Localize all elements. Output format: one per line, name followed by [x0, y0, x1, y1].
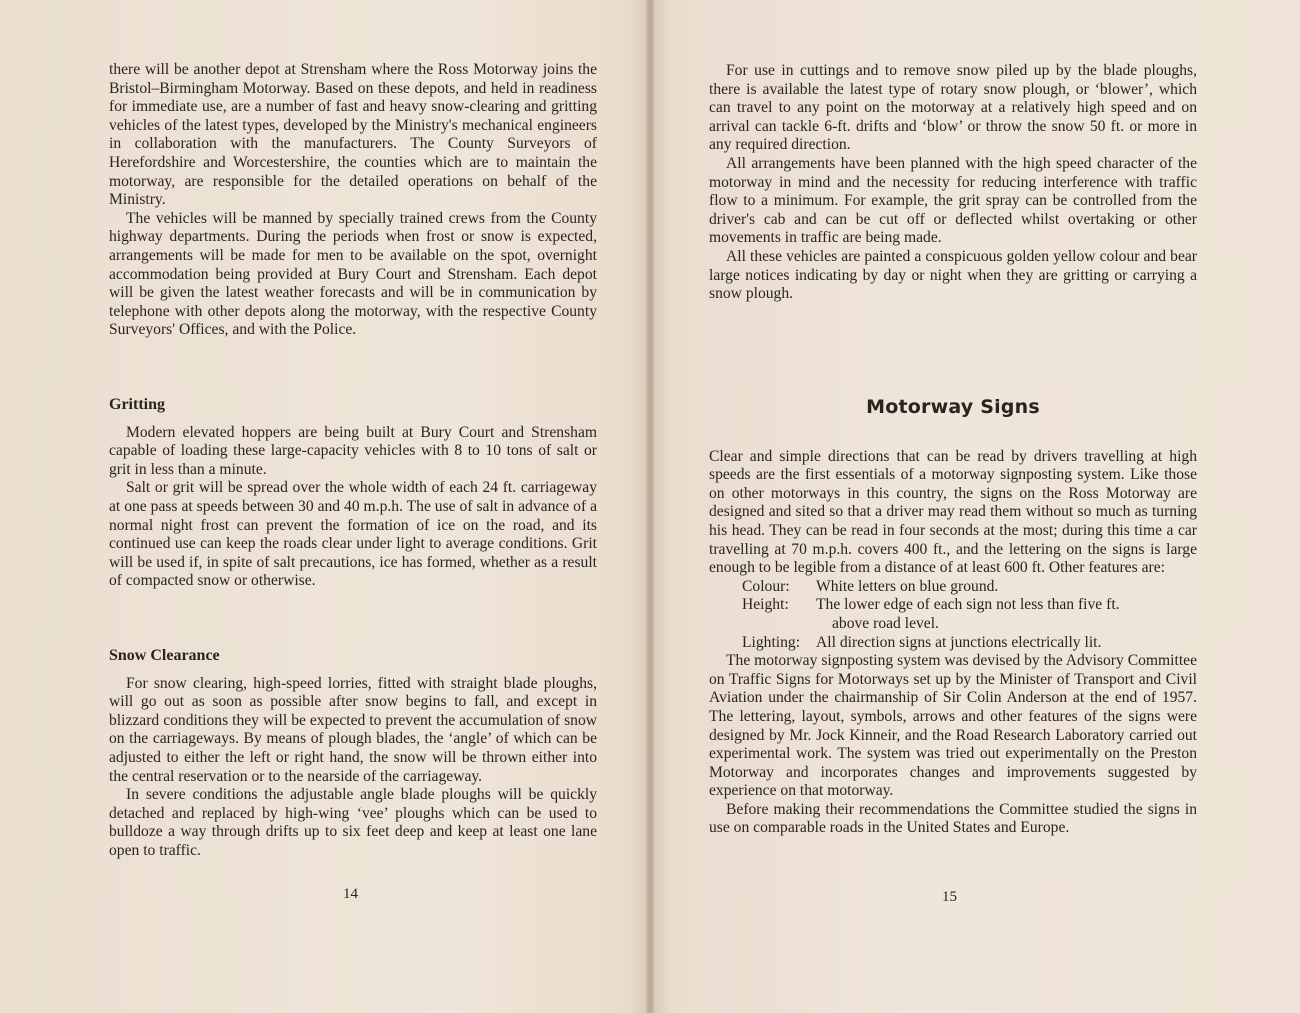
signs-paragraph: The motorway signposting system was devised by the Advisory Committee on Traffic Signs for Motorways set up by the Minister of Transport and Civil Aviation under the chairmanship of Sir Colin Anderson at the end of 1957. The lettering, layout, symbols, arrows and other features of the signs were designed by Mr. Jock Kinneir, and the Road Research Laboratory carried out experimental work. The system was tried out experimentally on the Preston Motorway and incorporates changes and improvements suggested by experience on that motorway.	[709, 652, 1197, 800]
right-paragraph: All these vehicles are painted a conspicuous golden yellow colour and bear large notices indicating by day or night when they are gritting or carrying a snow plough.	[709, 247, 1197, 303]
signs-lead-paragraph: Clear and simple directions that can be read by drivers travelling at high speeds are the first essentials of a motorway signposting system. Like those on other motorways in this country, the signs on the Ross Motorway are designed and sited so that a driver may read them without so much as turning his head. They can be read in four seconds at the most; during this time a car travelling at 70 m.p.h. covers 400 ft., and the lettering on the signs is large enough to be legible from a distance of at least 600 ft. Other features are:	[709, 447, 1197, 577]
right-intro-text	[709, 62, 1197, 304]
snow-paragraph: In severe conditions the adjustable angle blade ploughs will be quickly detached and replaced by high-wing ‘vee’ ploughs which can be used to bulldoze a way through drifts up to six feet deep and keep at least one lane open to traffic.	[109, 786, 597, 859]
page-number-left: 14	[343, 886, 358, 902]
left-paragraph: The vehicles will be manned by specially trained crews from the County highway departments. During the periods when frost or snow is expected, arrangements will be made for men to be available on the spot, overnight accommodation being provided at Bury Court and Strensham. Each depot will be given the latest weather forecasts and will be in communication by telephone with other depots along the motorway, with the respective County Surveyors' Offices, and with the Police.	[109, 209, 597, 339]
motorway-signs-heading: Motorway Signs	[866, 396, 1040, 418]
right-paragraph: For use in cuttings and to remove snow piled up by the blade ploughs, there is available the latest type of rotary snow plough, or ‘blower’, which can travel to any point on the motorway at a relatively high speed and on arrival can tackle 6-ft. drifts and ‘blow’ or throw the snow 50 ft. or more in any required direction.	[709, 62, 1197, 154]
left-intro-text	[109, 61, 597, 340]
feature-lighting	[742, 634, 1197, 653]
feature-value: The lower edge of each sign not less than five ft.	[816, 596, 1120, 614]
feature-colour	[742, 578, 1197, 597]
page-number-right: 15	[942, 889, 957, 905]
snow-clearance-heading: Snow Clearance	[109, 647, 220, 664]
feature-key: Lighting:	[742, 633, 801, 651]
left-paragraph: there will be another depot at Strensham where the Ross Motorway joins the Bristol–Birmingham Motorway. Based on these depots, and held in readiness for immediate use, are a number of fast and heavy snow-clearing and gritting vehicles of the latest types, developed by the Ministry's mechanical engineers in collaboration with the manufacturers. The County Surveyors of Herefordshire and Worcestershire, the counties which are to maintain the motorway, are responsible for the detailed operations on behalf of the Ministry.	[109, 61, 597, 209]
feature-height	[742, 596, 1197, 633]
gritting-paragraph: Salt or grit will be spread over the whole width of each 24 ft. carriageway at one pass at speeds between 30 and 40 m.p.h. The use of salt in advance of a normal night frost can prevent the formation of ice on the road, and its continued use can keep the roads clear under light to average conditions. Grit will be used if, in spite of salt precautions, ice has formed, whether as a result of compacted snow or otherwise.	[109, 479, 597, 590]
right-paragraph: All arrangements have been planned with the high speed character of the motorway in mind and the necessity for reducing interference with traffic flow to a minimum. For example, the grit spray can be controlled from the driver's cab and can be cut off or deflected whilst overtaking or other movements in traffic are being made.	[709, 154, 1197, 247]
gritting-paragraph: Modern elevated hoppers are being built at Bury Court and Strensham capable of loading these large-capacity vehicles with 8 to 10 tons of salt or grit in less than a minute.	[109, 423, 597, 478]
snow-clearance-section	[109, 647, 597, 861]
gritting-section	[109, 396, 597, 591]
feature-key: Height:	[742, 596, 789, 614]
feature-key: Colour:	[742, 577, 790, 595]
feature-value: All direction signs at junctions electrically lit.	[816, 633, 1102, 651]
feature-value: White letters on blue ground.	[816, 577, 999, 595]
gritting-heading: Gritting	[109, 396, 165, 413]
snow-paragraph: For snow clearing, high-speed lorries, fitted with straight blade ploughs, will go out as soon as possible after snow begins to fall, and except in blizzard conditions they will be expected to prevent the accumulation of snow on the carriageways. By means of plough blades, the ‘angle’ of which can be adjusted to either the left or right hand, the snow will be thrown either into the central reservation or to the nearside of the carriageway.	[109, 674, 597, 785]
book-spine	[646, 0, 654, 1013]
signs-paragraph: Before making their recommendations the Committee studied the signs in use on comparable roads in the United States and Europe.	[709, 800, 1197, 837]
motorway-signs-section	[709, 398, 1197, 838]
feature-value-continuation: above road level.	[832, 614, 939, 632]
